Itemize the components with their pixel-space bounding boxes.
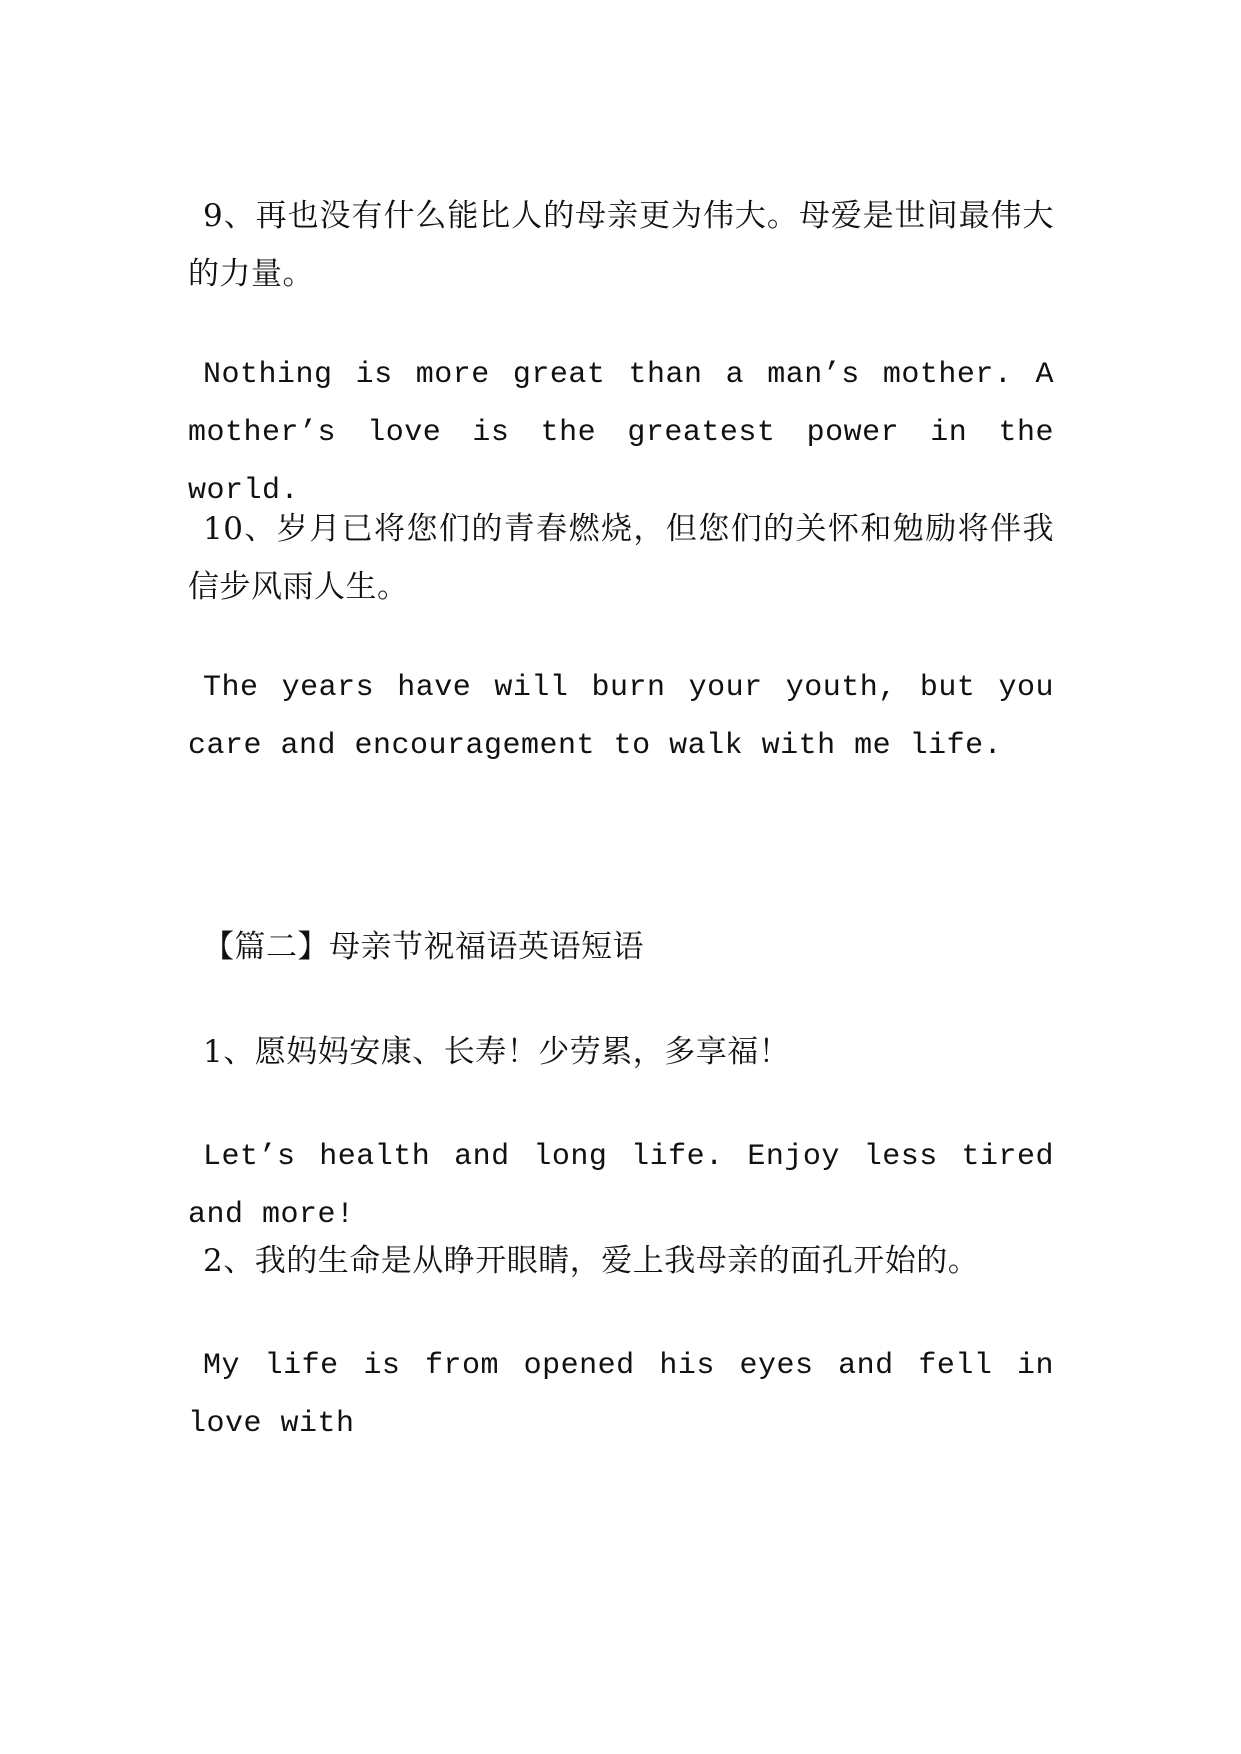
paragraph-10-chinese [188, 500, 1054, 616]
paragraph-text: 1、愿妈妈安康、长寿！少劳累，多享福！ [203, 1034, 791, 1070]
section-title [188, 918, 1054, 976]
paragraph-text: 10、岁月已将您们的青春燃烧，但您们的关怀和勉励将伴我信步风雨人生。 [188, 511, 1054, 605]
paragraph-1-chinese [188, 1023, 1054, 1081]
section-title-text: 【篇二】母亲节祝福语英语短语 [203, 929, 644, 965]
paragraph-9-english [188, 346, 1054, 520]
paragraph-text: 2、我的生命是从睁开眼睛，爱上我母亲的面孔开始的。 [203, 1243, 980, 1279]
paragraph-1-english [188, 1128, 1054, 1244]
paragraph-text: The years have will burn your youth, but you care and encouragement to walk with me life. [188, 671, 1054, 763]
paragraph-text: 9、再也没有什么能比人的母亲更为伟大。母爱是世间最伟大的力量。 [188, 198, 1054, 292]
paragraph-text: Nothing is more great than a man’s mother. A mother’s love is the greatest power in the world. [188, 358, 1054, 508]
paragraph-2-english [188, 1337, 1054, 1453]
paragraph-text: Let’s health and long life. Enjoy less tired and more! [188, 1140, 1054, 1232]
paragraph-10-english [188, 659, 1054, 775]
paragraph-2-chinese [188, 1232, 1054, 1290]
paragraph-text: My life is from opened his eyes and fell in love with [188, 1349, 1054, 1441]
paragraph-9-chinese [188, 187, 1054, 303]
